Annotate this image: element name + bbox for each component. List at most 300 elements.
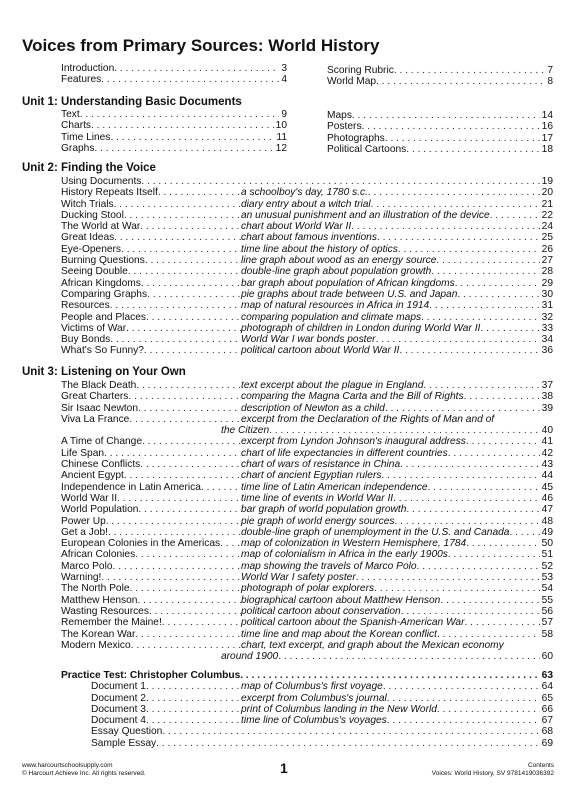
entry-title-text: Sir Isaac Newton xyxy=(61,402,139,414)
entry-title-text: Great Charters xyxy=(61,391,129,403)
entry-title: Charts xyxy=(61,120,92,132)
entry-page: 27 xyxy=(541,255,553,267)
entry-page: 63 xyxy=(541,670,553,681)
toc-entry xyxy=(61,549,553,560)
entry-title xyxy=(61,704,241,715)
dot-leader xyxy=(436,255,539,266)
entry-page: 16 xyxy=(541,121,553,133)
dot-leader xyxy=(147,289,241,300)
entry-page: 38 xyxy=(541,391,553,403)
entry-title: Using Documents xyxy=(61,176,142,187)
entry-title xyxy=(61,255,241,266)
page-title: Voices from Primary Sources: World History xyxy=(22,36,380,55)
toc-entry xyxy=(61,312,553,323)
entry-description: political cartoon about conservation xyxy=(241,605,401,617)
dot-leader xyxy=(437,704,540,715)
dot-leader xyxy=(448,549,540,560)
entry-description: map of Columbus's first voyage xyxy=(241,681,383,693)
dot-leader xyxy=(110,300,241,311)
toc-entry xyxy=(327,133,553,144)
dot-leader xyxy=(146,715,241,726)
entry-title-text: Great Ideas xyxy=(61,232,115,244)
toc-entry xyxy=(61,651,553,662)
dot-leader xyxy=(141,176,539,187)
toc-entry xyxy=(61,345,553,356)
entry-title-text: The North Pole xyxy=(61,583,130,595)
dot-leader xyxy=(94,143,273,154)
entry-description: diary entry about a witch trial xyxy=(241,198,371,210)
document-entry xyxy=(61,726,553,737)
entry-page: 41 xyxy=(541,436,553,448)
dot-leader xyxy=(135,629,241,640)
dot-leader xyxy=(104,448,241,459)
entry-title xyxy=(61,470,241,481)
dot-leader xyxy=(394,516,539,527)
entry-description: excerpt from Lyndon Johnson's inaugural address xyxy=(241,436,466,448)
entry-title xyxy=(61,715,241,726)
dot-leader xyxy=(393,493,540,504)
dot-leader xyxy=(136,380,241,391)
entry-title xyxy=(61,210,241,221)
entry-title xyxy=(61,681,241,692)
entry-title xyxy=(61,538,241,549)
entry-title xyxy=(61,187,241,198)
dot-leader xyxy=(417,561,540,572)
entry-page: 29 xyxy=(541,277,553,289)
entry-title-text: Document 4 xyxy=(91,715,146,727)
dot-leader xyxy=(376,334,540,345)
entry-page: 64 xyxy=(541,681,553,693)
toc-entry xyxy=(61,606,553,617)
toc-entry xyxy=(61,640,553,651)
entry-title xyxy=(61,516,241,527)
toc-entry xyxy=(61,504,553,515)
dot-leader xyxy=(387,693,540,704)
entry-description: map showing the travels of Marco Polo xyxy=(241,560,417,572)
dot-leader xyxy=(140,459,241,470)
dot-leader xyxy=(131,640,241,651)
entry-page: 45 xyxy=(541,481,553,493)
entry-title-text: European Colonies in the Americas xyxy=(61,538,221,550)
dot-leader xyxy=(385,133,540,144)
entry-title xyxy=(61,403,241,414)
dot-leader xyxy=(278,651,539,662)
entry-description: map of colonialism in Africa in the early 1900s xyxy=(241,549,448,561)
toc-entry xyxy=(61,527,553,538)
entry-title-text: Ancient Egypt xyxy=(61,470,124,482)
entry-page: 33 xyxy=(541,322,553,334)
dot-leader xyxy=(383,681,540,692)
dot-leader xyxy=(146,693,241,704)
dot-leader xyxy=(106,516,241,527)
entry-title xyxy=(61,583,241,594)
dot-leader xyxy=(440,595,539,606)
entry-page: 25 xyxy=(541,232,553,244)
entry-description: time line of Latin American independence xyxy=(241,481,428,493)
footer-contents-label: Contents xyxy=(527,762,554,769)
entry-description: description of Newton as a child xyxy=(241,402,385,414)
unit1-heading: Unit 1: Understanding Basic Documents xyxy=(22,96,242,108)
dot-leader xyxy=(138,403,241,414)
dot-leader xyxy=(128,391,241,402)
entry-description: chart of ancient Egyptian rulers xyxy=(241,470,382,482)
entry-title-text: The Korean War xyxy=(61,628,136,640)
dot-leader xyxy=(385,403,540,414)
dot-leader xyxy=(149,606,241,617)
dot-leader xyxy=(362,121,540,132)
entry-title-text: African Kingdoms xyxy=(61,277,141,289)
dot-leader xyxy=(201,482,241,493)
entry-page: 55 xyxy=(541,594,553,606)
entry-title xyxy=(61,391,241,402)
toc-entry xyxy=(61,278,553,289)
entry-description: time line about the history of optics xyxy=(241,243,398,255)
entry-page: 17 xyxy=(541,132,553,144)
entry-title-text: Wasting Resources xyxy=(61,605,149,617)
toc-entry xyxy=(327,144,553,155)
entry-page: 32 xyxy=(541,311,553,323)
entry-title-text: Viva La France xyxy=(61,413,130,425)
dot-leader xyxy=(110,132,274,143)
document-entry xyxy=(61,693,553,704)
toc-entry xyxy=(61,583,553,594)
entry-title xyxy=(61,414,241,425)
entry-page: 14 xyxy=(541,110,553,121)
entry-page: 19 xyxy=(541,176,553,187)
entry-title: Sample Essay xyxy=(91,737,157,749)
entry-page: 12 xyxy=(275,142,287,154)
entry-page: 52 xyxy=(541,560,553,572)
toc-entry xyxy=(61,199,553,210)
toc-entry xyxy=(61,187,553,198)
entry-title xyxy=(61,504,241,515)
dot-leader xyxy=(121,244,241,255)
footer-left xyxy=(22,762,146,778)
dot-leader xyxy=(269,425,540,436)
entry-description: comparing population and climate maps xyxy=(241,311,422,323)
entry-description: chart about famous inventions xyxy=(241,232,377,244)
entry-title xyxy=(61,527,241,538)
dot-leader xyxy=(145,255,241,266)
entry-description: bar graph about population of African kingdoms xyxy=(241,277,455,289)
entry-description: map of natural resources in Africa in 1914 xyxy=(241,300,430,312)
entry-description: photograph of polar explorers xyxy=(241,583,375,595)
unit1-list-left xyxy=(61,109,287,154)
dot-leader xyxy=(401,606,540,617)
entry-title: Photographs xyxy=(327,132,385,144)
toc-entry xyxy=(61,109,287,120)
entry-title-text: Witch Trials xyxy=(61,198,114,210)
entry-title xyxy=(61,617,241,628)
toc-entry xyxy=(61,334,553,345)
entry-page: 46 xyxy=(541,492,553,504)
entry-description: double-line graph of unemployment in the U.S. and Canada xyxy=(241,526,510,538)
entry-title: Political Cartoons xyxy=(327,143,407,155)
entry-description: time line and map about the Korean conflict xyxy=(241,628,437,640)
entry-title xyxy=(61,606,241,617)
entry-title: Essay Question xyxy=(91,726,163,738)
practice-test-title: Practice Test: Christopher Columbus xyxy=(61,670,241,681)
entry-title-text: Chinese Conflicts xyxy=(61,459,141,471)
dot-leader xyxy=(240,670,539,681)
entry-title: Posters xyxy=(327,121,362,133)
entry-title-text: Document 2 xyxy=(91,692,146,704)
dot-leader xyxy=(352,110,540,121)
entry-title xyxy=(61,244,241,255)
dot-leader xyxy=(374,583,540,594)
toc-entry xyxy=(61,244,553,255)
entry-title xyxy=(61,595,241,606)
entry-title-text: Marco Polo xyxy=(61,560,113,572)
entry-page: 68 xyxy=(541,726,553,738)
dot-leader xyxy=(146,681,241,692)
toc-entry xyxy=(61,493,553,504)
entry-title xyxy=(61,493,241,504)
entry-description: text excerpt about the plague in England xyxy=(241,380,424,391)
entry-description: chart of wars of resistance in China xyxy=(241,459,401,471)
intro-list-left xyxy=(61,63,287,86)
dot-leader xyxy=(394,65,546,76)
entry-page: 4 xyxy=(281,74,287,86)
entry-title-text: People and Places xyxy=(61,311,146,323)
entry-page: 56 xyxy=(541,605,553,617)
entry-description: pie graphs about trade between U.S. and Japan xyxy=(241,288,458,300)
entry-description: excerpt from the Declaration of the Rights of Man and of xyxy=(241,413,495,425)
entry-description: World War I safety poster xyxy=(241,572,356,584)
entry-title-text: Independence in Latin America xyxy=(61,481,201,493)
dot-leader xyxy=(377,232,540,243)
practice-test-entry xyxy=(61,670,553,681)
dot-leader xyxy=(146,312,241,323)
dot-leader xyxy=(431,266,539,277)
entry-title-text: Ducking Stool xyxy=(61,209,124,221)
dot-leader xyxy=(140,221,241,232)
dot-leader xyxy=(162,726,539,737)
dot-leader xyxy=(158,187,241,198)
entry-title xyxy=(61,380,241,391)
dot-leader xyxy=(144,345,241,356)
unit3-list xyxy=(61,380,553,662)
entry-title-text: The Black Death xyxy=(61,380,137,391)
footer-page-number: 1 xyxy=(280,760,288,776)
dot-leader xyxy=(368,187,540,198)
entry-page: 22 xyxy=(541,209,553,221)
toc-entry xyxy=(61,143,287,154)
entry-title xyxy=(61,323,241,334)
entry-page: 11 xyxy=(276,131,287,143)
entry-title xyxy=(61,278,241,289)
dot-leader xyxy=(457,289,539,300)
entry-description: chart about World War II xyxy=(241,221,352,233)
dot-leader xyxy=(114,232,241,243)
unit2-heading: Unit 2: Finding the Voice xyxy=(22,162,156,174)
entry-page: 30 xyxy=(541,288,553,300)
toc-entry xyxy=(61,572,553,583)
unit2-list xyxy=(61,176,553,357)
toc-entry xyxy=(61,221,553,232)
toc-entry xyxy=(327,76,553,87)
toc-entry xyxy=(61,255,553,266)
entry-page: 39 xyxy=(541,402,553,414)
toc-entry xyxy=(61,595,553,606)
entry-title-text: Remember the Maine! xyxy=(61,617,162,629)
entry-title: Graphs xyxy=(61,142,95,154)
entry-page: 65 xyxy=(541,692,553,704)
dot-leader xyxy=(464,391,540,402)
dot-leader xyxy=(429,300,539,311)
dot-leader xyxy=(135,549,241,560)
entry-page: 18 xyxy=(541,143,553,155)
dot-leader xyxy=(80,109,280,120)
entry-title: Maps xyxy=(327,110,352,121)
dot-leader xyxy=(108,527,241,538)
entry-page: 67 xyxy=(541,715,553,727)
footer-copyright: © Harcourt Achieve Inc. All rights reserved. xyxy=(22,770,146,777)
dot-leader xyxy=(437,629,540,640)
entry-description: political cartoon about World War II xyxy=(241,345,400,357)
entry-page: 53 xyxy=(541,572,553,584)
entry-page: 10 xyxy=(275,120,287,132)
entry-title-text: World War II xyxy=(61,492,118,504)
entry-title xyxy=(61,448,241,459)
entry-description: World War I war bonds poster xyxy=(241,334,376,346)
entry-title xyxy=(61,572,241,583)
entry-title xyxy=(61,561,241,572)
entry-description: pie graph of world energy sources xyxy=(241,515,395,527)
entry-title-text: Eye-Openers xyxy=(61,243,122,255)
toc-entry xyxy=(61,414,553,425)
entry-description: bar graph of world population growth xyxy=(241,504,407,516)
entry-title xyxy=(61,221,241,232)
entry-page: 37 xyxy=(541,380,553,391)
entry-page: 58 xyxy=(541,628,553,640)
entry-title: Features xyxy=(61,74,102,86)
entry-title-text: Document 3 xyxy=(91,703,146,715)
entry-description: an unusual punishment and an illustration of the device xyxy=(241,209,490,221)
toc-entry xyxy=(61,323,553,334)
intro-list-right xyxy=(327,65,553,88)
toc-entry xyxy=(61,482,553,493)
toc-entry xyxy=(61,470,553,481)
entry-title-text: Life Span xyxy=(61,447,105,459)
entry-title-text: What's So Funny? xyxy=(61,345,144,357)
dot-leader xyxy=(117,493,241,504)
entry-page: 47 xyxy=(541,504,553,516)
entry-title xyxy=(61,459,241,470)
dot-leader xyxy=(220,538,241,549)
entry-page: 36 xyxy=(541,345,553,357)
entry-page: 31 xyxy=(541,300,553,312)
dot-leader xyxy=(421,312,540,323)
toc-entry xyxy=(61,403,553,414)
document-entry xyxy=(61,681,553,692)
entry-description: time line of events in World War II xyxy=(241,492,394,504)
document-entry xyxy=(61,738,553,749)
entry-title xyxy=(61,266,241,277)
dot-leader xyxy=(356,572,540,583)
dot-leader xyxy=(400,459,540,470)
dot-leader xyxy=(128,266,241,277)
entry-page: 9 xyxy=(281,109,287,120)
dot-leader xyxy=(137,595,241,606)
entry-page: 20 xyxy=(541,187,553,199)
toc-entry xyxy=(61,425,553,436)
entry-page: 44 xyxy=(541,470,553,482)
entry-title xyxy=(61,300,241,311)
entry-page: 40 xyxy=(541,425,553,437)
entry-page: 57 xyxy=(541,617,553,629)
footer-book-info: Voices: World History, SV 9781419036392 xyxy=(431,770,554,777)
dot-leader xyxy=(124,210,241,221)
toc-entry xyxy=(61,538,553,549)
entry-description: biographical cartoon about Matthew Henson xyxy=(241,594,441,606)
entry-title-text: Document 1 xyxy=(91,681,146,693)
toc-entry xyxy=(327,121,553,132)
toc-entry xyxy=(327,110,553,121)
toc-entry xyxy=(61,436,553,447)
dot-leader xyxy=(428,482,540,493)
toc-entry xyxy=(61,300,553,311)
dot-leader xyxy=(480,323,539,334)
entry-page: 48 xyxy=(541,515,553,527)
entry-page: 26 xyxy=(541,243,553,255)
entry-title: Introduction xyxy=(61,63,115,74)
dot-leader xyxy=(406,504,539,515)
toc-entry xyxy=(61,266,553,277)
entry-description: photograph of children in London during World War II xyxy=(241,322,481,334)
entry-page: 21 xyxy=(541,198,553,210)
unit3-heading: Unit 3: Listening on Your Own xyxy=(22,366,186,378)
dot-leader xyxy=(126,323,241,334)
dot-leader xyxy=(423,380,539,391)
entry-title-text: A Time of Change xyxy=(61,436,142,448)
entry-title-text: Buy Bonds xyxy=(61,334,111,346)
entry-title-text: African Colonies xyxy=(61,549,136,561)
dot-leader xyxy=(406,144,539,155)
dot-leader xyxy=(466,436,540,447)
dot-leader xyxy=(376,76,545,87)
entry-title xyxy=(61,549,241,560)
dot-leader xyxy=(124,470,241,481)
dot-leader xyxy=(351,221,539,232)
entry-title-text: Comparing Graphs xyxy=(61,288,148,300)
toc-entry xyxy=(61,391,553,402)
entry-description: chart, text excerpt, and graph about the Mexican economy xyxy=(241,639,504,651)
entry-title xyxy=(61,693,241,704)
entry-page: 7 xyxy=(547,65,553,76)
entry-title xyxy=(61,199,241,210)
dot-leader xyxy=(465,617,540,628)
toc-entry xyxy=(61,232,553,243)
toc-entry xyxy=(61,289,553,300)
entry-title: Time Lines xyxy=(61,131,111,143)
dot-leader xyxy=(146,704,241,715)
entry-description: comparing the Magna Carta and the Bill of Rights xyxy=(241,391,464,403)
toc-entry xyxy=(61,74,287,85)
dot-leader xyxy=(490,210,540,221)
entry-title xyxy=(61,482,241,493)
dot-leader xyxy=(138,504,241,515)
toc-entry xyxy=(61,448,553,459)
entry-title-text: Burning Questions xyxy=(61,255,145,267)
entry-title-text: Modern Mexico xyxy=(61,639,131,651)
dot-leader xyxy=(381,470,539,481)
dot-leader xyxy=(113,561,241,572)
toc-entry xyxy=(61,617,553,628)
entry-page: 66 xyxy=(541,703,553,715)
toc-entry xyxy=(61,561,553,572)
dot-leader xyxy=(162,617,241,628)
